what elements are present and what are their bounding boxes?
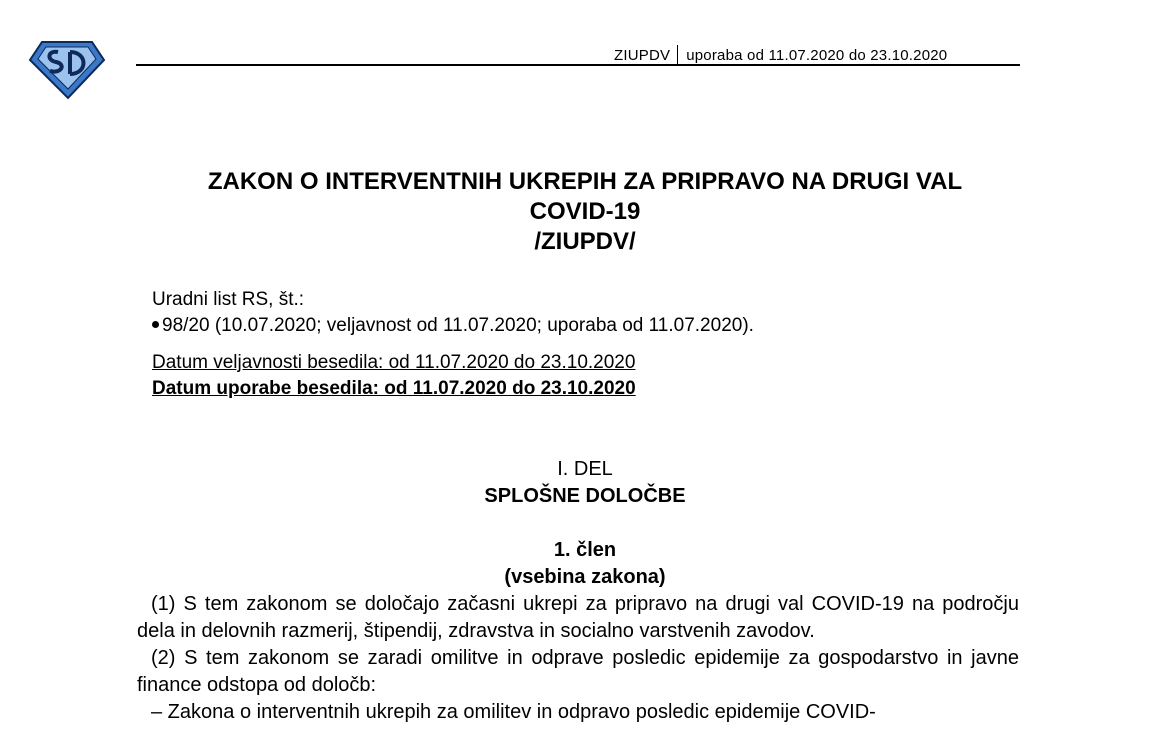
paragraph-1: (1) S tem zakonom se določajo začasni ukrepi za pripravo na drugi val COVID-19 na področju dela in delovnih razmerij, štipendij, zdravstva in socialno varstvenih zavodov. — [137, 593, 1019, 642]
article-body — [137, 591, 1019, 726]
gazette-entry-text: 98/20 (10.07.2020; veljavnost od 11.07.2020; uporaba od 11.07.2020). — [162, 315, 754, 336]
sd-diamond-logo-icon — [28, 38, 106, 100]
validity-date: Datum veljavnosti besedila: od 11.07.2020 do 23.10.2020 — [152, 352, 636, 373]
gazette-entry — [152, 313, 754, 339]
list-item: – Zakona o interventnih ukrepih za omilitev in odpravo posledic epidemije COVID- — [151, 701, 876, 723]
running-header — [614, 45, 947, 65]
header-rule — [136, 64, 1020, 66]
gazette-label: Uradni list RS, št.: — [152, 289, 305, 310]
header-abbreviation: ZIUPDV — [614, 47, 671, 64]
title-line-1: ZAKON O INTERVENTNIH UKREPIH ZA PRIPRAVO NA DRUGI VAL — [207, 168, 963, 195]
header-separator — [677, 45, 678, 65]
part-heading — [136, 456, 1034, 510]
text-dates — [152, 350, 636, 402]
gazette-reference — [152, 287, 754, 339]
article-number: 1. člen — [553, 539, 617, 561]
title-line-2: COVID-19 — [529, 198, 641, 225]
paragraph-2: (2) S tem zakonom se zaradi omilitve in odprave posledic epidemije za gospodarstvo in javne finance odstopa od določb: — [137, 647, 1019, 696]
article-heading — [136, 537, 1034, 591]
header-usage-period: uporaba od 11.07.2020 do 23.10.2020 — [686, 47, 948, 64]
part-name: SPLOŠNE DOLOČBE — [484, 485, 686, 507]
document-title — [136, 167, 1034, 257]
title-abbreviation: /ZIUPDV/ — [534, 228, 636, 255]
article-name: (vsebina zakona) — [504, 566, 666, 588]
bullet-icon — [152, 321, 159, 328]
usage-date: Datum uporabe besedila: od 11.07.2020 do 23.10.2020 — [152, 378, 636, 399]
part-number: I. DEL — [557, 458, 613, 480]
